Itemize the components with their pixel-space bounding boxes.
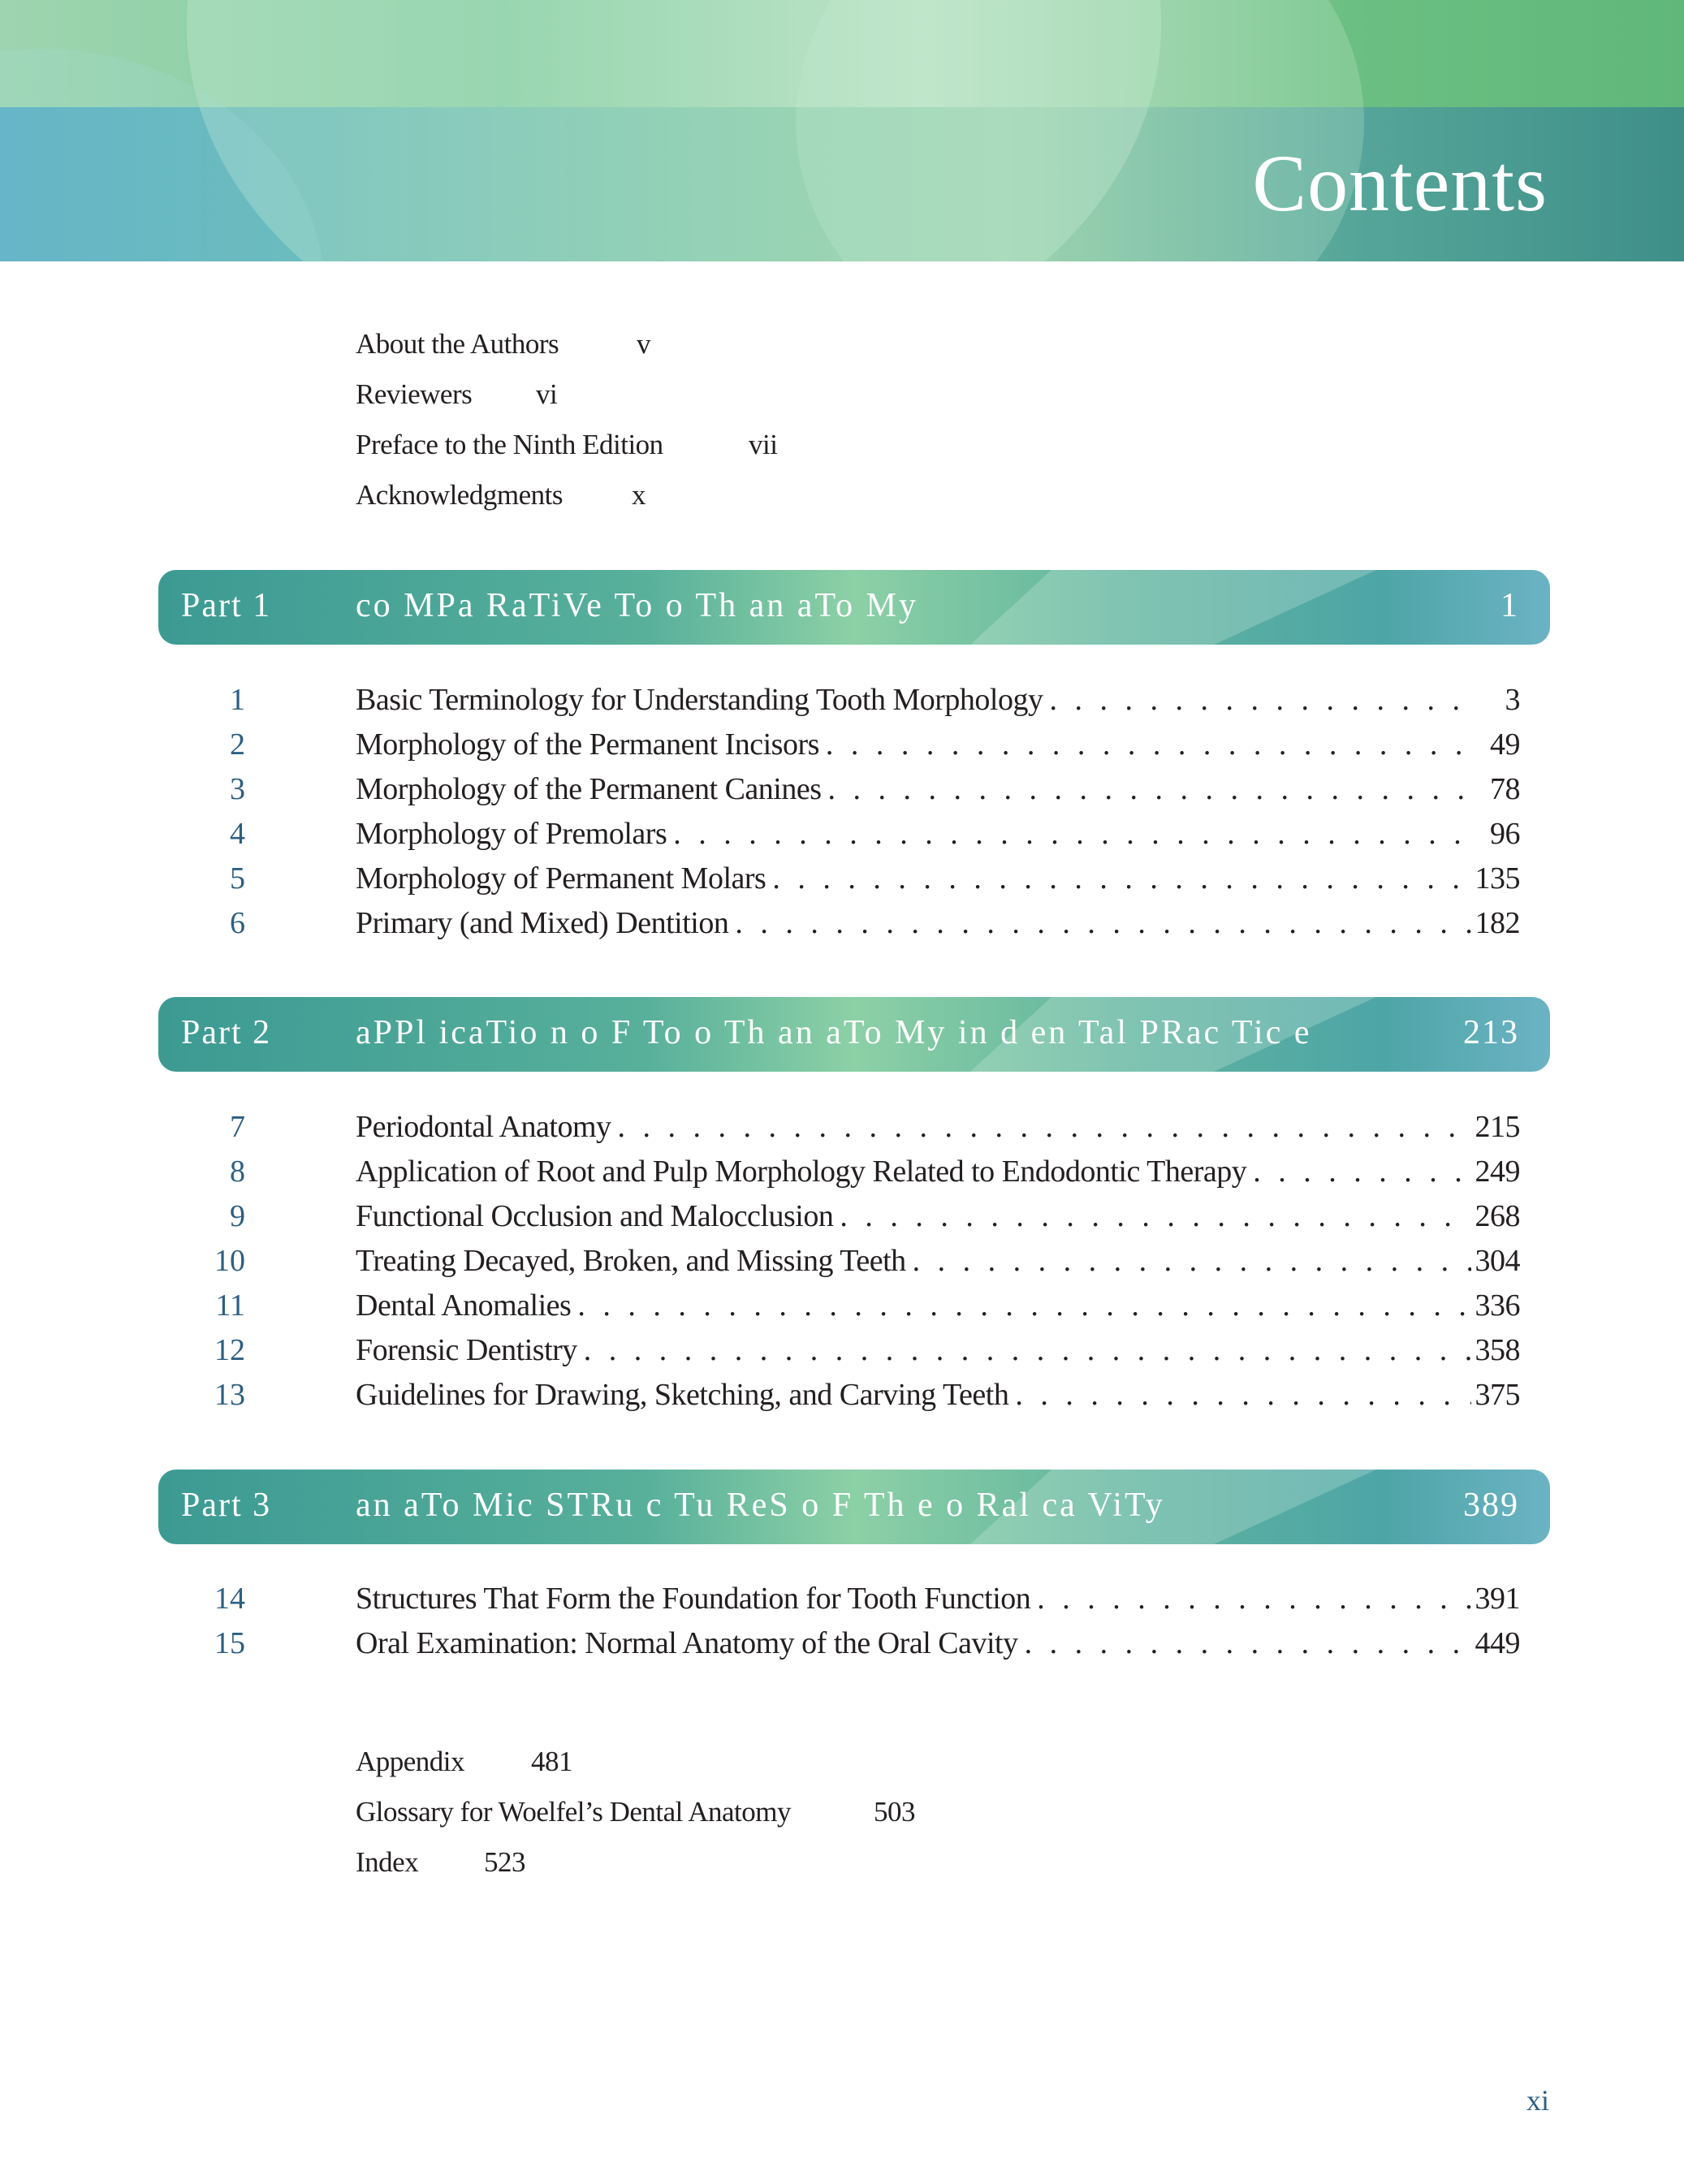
toc-entry-page: 481	[531, 1746, 572, 1777]
chapter-number: 6	[230, 906, 245, 940]
chapter-number: 4	[230, 817, 245, 851]
dot-leader	[571, 1288, 1471, 1323]
chapter-page: 96	[1490, 817, 1520, 851]
toc-chapter-row[interactable]	[0, 682, 1684, 723]
toc-chapter-row[interactable]	[0, 1154, 1684, 1194]
part-label: Part 3	[181, 1487, 272, 1524]
chapter-number: 9	[230, 1199, 245, 1233]
toc-chapter-row[interactable]	[0, 1581, 1684, 1621]
toc-chapter-row[interactable]	[0, 1625, 1684, 1666]
dot-leader	[1030, 1581, 1471, 1616]
toc-entry-back-matter[interactable]	[356, 1846, 525, 1879]
chapter-page: 304	[1475, 1244, 1520, 1278]
chapter-page: 336	[1475, 1288, 1520, 1323]
chapter-page: 215	[1475, 1110, 1520, 1144]
part-label: Part 2	[181, 1014, 272, 1051]
toc-entry-front-matter[interactable]	[356, 378, 558, 411]
toc-chapter-row[interactable]	[0, 1109, 1684, 1150]
chapter-title: Application of Root and Pulp Morphology Related to Endodontic Therapy	[356, 1155, 1247, 1189]
part-page: 389	[1463, 1487, 1519, 1524]
part-page: 213	[1463, 1014, 1519, 1051]
toc-entry-back-matter[interactable]	[356, 1796, 915, 1828]
chapter-title: Morphology of the Permanent Incisors	[356, 727, 819, 762]
chapter-page: 268	[1475, 1199, 1520, 1233]
chapter-title: Dental Anomalies	[356, 1288, 572, 1323]
dot-leader	[766, 861, 1471, 896]
part-title: co MPa RaTiVe To o Th an aTo My	[356, 587, 919, 624]
chapter-title: Treating Decayed, Broken, and Missing Teeth	[356, 1244, 906, 1278]
page-number: xi	[1526, 2084, 1549, 2117]
toc-entry-title: Index	[356, 1846, 419, 1878]
part-title: aPPl icaTio n o F To o Th an aTo My in d en Tal PRac Tic e	[356, 1014, 1312, 1051]
toc-entry-page: 523	[484, 1846, 525, 1878]
chapter-page: 182	[1475, 906, 1520, 940]
toc-entry-page: vii	[749, 429, 778, 460]
dot-leader	[819, 727, 1471, 762]
part-title: an aTo Mic STRu c Tu ReS o F Th e o Ral ca ViTy	[356, 1487, 1165, 1524]
chapter-page: 249	[1475, 1155, 1520, 1189]
chapter-title: Primary (and Mixed) Dentition	[356, 906, 729, 940]
dot-leader	[822, 771, 1471, 807]
toc-entry-front-matter[interactable]	[356, 479, 646, 511]
chapter-title: Forensic Dentistry	[356, 1333, 577, 1367]
chapter-page: 49	[1490, 727, 1520, 762]
toc-chapter-row[interactable]	[0, 1332, 1684, 1373]
dot-leader	[1246, 1154, 1471, 1189]
toc-entry-title: About the Authors	[356, 328, 559, 360]
chapter-title: Functional Occlusion and Malocclusion	[356, 1199, 834, 1233]
header-banner	[0, 0, 1684, 261]
dot-leader	[611, 1109, 1471, 1145]
toc-entry-title: Reviewers	[356, 378, 473, 410]
chapter-title: Oral Examination: Normal Anatomy of the Oral Cavity	[356, 1626, 1018, 1660]
chapter-title: Morphology of the Permanent Canines	[356, 772, 822, 806]
chapter-page: 391	[1475, 1582, 1520, 1616]
chapter-number: 15	[214, 1626, 245, 1660]
dot-leader	[1008, 1377, 1471, 1413]
dot-leader	[1018, 1625, 1471, 1661]
chapter-number: 13	[214, 1378, 245, 1412]
part-label: Part 1	[181, 587, 272, 624]
chapter-title: Guidelines for Drawing, Sketching, and Carving Teeth	[356, 1378, 1009, 1412]
chapter-title: Morphology of Permanent Molars	[356, 861, 766, 896]
chapter-number: 2	[230, 727, 245, 762]
chapter-number: 12	[214, 1333, 245, 1367]
part-2-header[interactable]	[158, 997, 1550, 1072]
part-bar-decor	[970, 570, 1376, 645]
part-page: 1	[1500, 587, 1519, 624]
toc-chapter-row[interactable]	[0, 861, 1684, 901]
chapter-page: 78	[1490, 772, 1520, 806]
toc-entry-back-matter[interactable]	[356, 1746, 572, 1778]
chapter-page: 375	[1475, 1378, 1520, 1412]
chapter-number: 1	[230, 683, 245, 717]
chapter-page: 358	[1475, 1333, 1520, 1367]
toc-chapter-row[interactable]	[0, 1288, 1684, 1328]
dot-leader	[667, 816, 1471, 852]
dot-leader	[833, 1198, 1471, 1234]
chapter-number: 3	[230, 772, 245, 806]
chapter-number: 10	[214, 1244, 245, 1278]
toc-chapter-row[interactable]	[0, 905, 1684, 946]
toc-entry-title: Glossary for Woelfel’s Dental Anatomy	[356, 1796, 791, 1828]
chapter-title: Structures That Form the Foundation for Tooth Function	[356, 1582, 1031, 1616]
dot-leader	[906, 1243, 1471, 1279]
part-1-header[interactable]	[158, 570, 1550, 645]
toc-chapter-row[interactable]	[0, 727, 1684, 767]
dot-leader	[728, 905, 1471, 941]
chapter-page: 449	[1475, 1626, 1520, 1660]
toc-entry-front-matter[interactable]	[356, 429, 778, 461]
chapter-number: 11	[215, 1288, 245, 1323]
toc-entry-page: vi	[536, 378, 558, 410]
chapter-title: Morphology of Premolars	[356, 817, 667, 851]
toc-entry-page: 503	[874, 1796, 915, 1828]
dot-leader	[577, 1332, 1471, 1368]
chapter-number: 7	[230, 1110, 245, 1144]
chapter-number: 5	[230, 861, 245, 896]
page-title: Contents	[1252, 138, 1548, 228]
toc-entry-title: Appendix	[356, 1746, 465, 1777]
toc-entry-page: v	[637, 328, 650, 360]
chapter-page: 3	[1505, 683, 1520, 717]
chapter-number: 8	[230, 1155, 245, 1189]
toc-entry-title: Preface to the Ninth Edition	[356, 429, 663, 460]
toc-chapter-row[interactable]	[0, 1377, 1684, 1418]
dot-leader	[1043, 682, 1471, 718]
toc-entry-page: x	[632, 479, 646, 511]
toc-entry-title: Acknowledgments	[356, 479, 563, 511]
toc-chapter-row[interactable]	[0, 1198, 1684, 1239]
toc-chapter-row[interactable]	[0, 816, 1684, 857]
part-3-header[interactable]	[158, 1470, 1550, 1544]
toc-chapter-row[interactable]	[0, 771, 1684, 812]
chapter-title: Basic Terminology for Understanding Tooth Morphology	[356, 683, 1043, 717]
chapter-number: 14	[214, 1582, 245, 1616]
toc-chapter-row[interactable]	[0, 1243, 1684, 1284]
chapter-title: Periodontal Anatomy	[356, 1110, 611, 1144]
chapter-page: 135	[1475, 861, 1520, 896]
toc-entry-front-matter[interactable]	[356, 328, 650, 360]
